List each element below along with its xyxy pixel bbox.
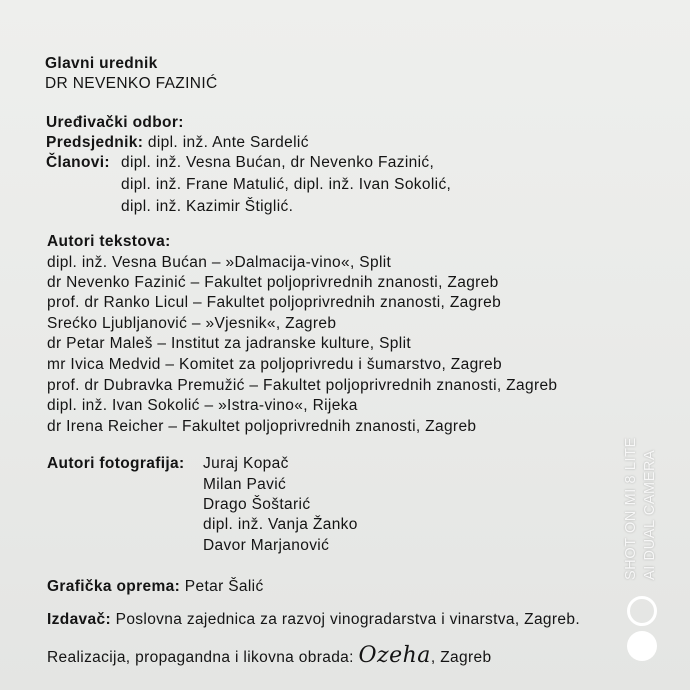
- uredjivacki-odbor-label: Uređivački odbor:: [46, 114, 184, 131]
- graficka-oprema-value: Petar Šalić: [184, 578, 264, 595]
- izdavac-value: Poslovna zajednica za razvoj vinogradarstva i vinarstva, Zagreb.: [115, 611, 581, 628]
- glavni-urednik-label: Glavni urednik: [45, 55, 158, 72]
- autor-tekst-line: mr Ivica Medvid – Komitet za poljoprivredu i šumarstvo, Zagreb: [47, 356, 503, 373]
- izdavac-row: [47, 611, 580, 629]
- autor-tekst-line: dr Nevenko Fazinić – Fakultet poljoprivrednih znanosti, Zagreb: [47, 274, 499, 291]
- autori-fotografija-label: Autori fotografija:: [47, 455, 185, 472]
- fotograf-name: dipl. inž. Vanja Žanko: [203, 516, 358, 533]
- predsjednik-label: Predsjednik:: [46, 134, 144, 151]
- autor-tekst-line: dr Irena Reicher – Fakultet poljoprivrednih znanosti, Zagreb: [47, 418, 477, 435]
- graficka-oprema-label: Grafička oprema:: [47, 578, 181, 595]
- autor-tekst-line: dr Petar Maleš – Institut za jadranske kulture, Split: [47, 335, 412, 352]
- graficka-oprema-row: [47, 578, 264, 596]
- realizacija-city: , Zagreb: [430, 649, 492, 666]
- autor-tekst-line: dipl. inž. Vesna Bućan – »Dalmacija-vino«, Split: [47, 254, 392, 271]
- fotograf-name: Milan Pavić: [203, 476, 287, 493]
- izdavac-label: Izdavač:: [47, 611, 111, 628]
- clanovi-line: dipl. inž. Kazimir Štiglić.: [121, 198, 294, 215]
- ozeha-logo: Ozeha: [358, 643, 431, 668]
- predsjednik-row: [46, 134, 309, 152]
- realizacija-row: [47, 643, 491, 668]
- autor-tekst-line: dipl. inž. Ivan Sokolić – »Istra-vino«, Rijeka: [47, 397, 358, 414]
- autor-tekst-line: Srećko Ljubljanović – »Vjesnik«, Zagreb: [47, 315, 337, 332]
- autor-tekst-line: prof. dr Dubravka Premužić – Fakultet poljoprivrednih znanosti, Zagreb: [47, 377, 558, 394]
- fotograf-name: Drago Šoštarić: [203, 496, 311, 513]
- fotograf-name: Davor Marjanović: [203, 537, 330, 554]
- clanovi-line: dipl. inž. Frane Matulić, dipl. inž. Ivan Sokolić,: [121, 176, 452, 193]
- autor-tekst-line: prof. dr Ranko Licul – Fakultet poljoprivrednih znanosti, Zagreb: [47, 294, 502, 311]
- camera-watermark: [622, 437, 660, 580]
- realizacija-label: Realizacija, propagandna i likovna obrada:: [47, 649, 354, 666]
- fotograf-name: Juraj Kopač: [203, 455, 289, 472]
- glavni-urednik-name: DR NEVENKO FAZINIĆ: [45, 75, 218, 92]
- clanovi-line: dipl. inž. Vesna Bućan, dr Nevenko Fazinić,: [121, 154, 435, 171]
- camera-ring-icon: [627, 596, 657, 626]
- clanovi-label: Članovi:: [46, 154, 110, 171]
- camera-dot-icon: [627, 631, 657, 661]
- predsjednik-value: dipl. inž. Ante Sardelić: [147, 134, 309, 151]
- autori-tekstova-label: Autori tekstova:: [47, 233, 171, 250]
- watermark-line-2: AI DUAL CAMERA: [642, 449, 658, 580]
- watermark-line-1: SHOT ON MI 8 LITE: [623, 437, 639, 580]
